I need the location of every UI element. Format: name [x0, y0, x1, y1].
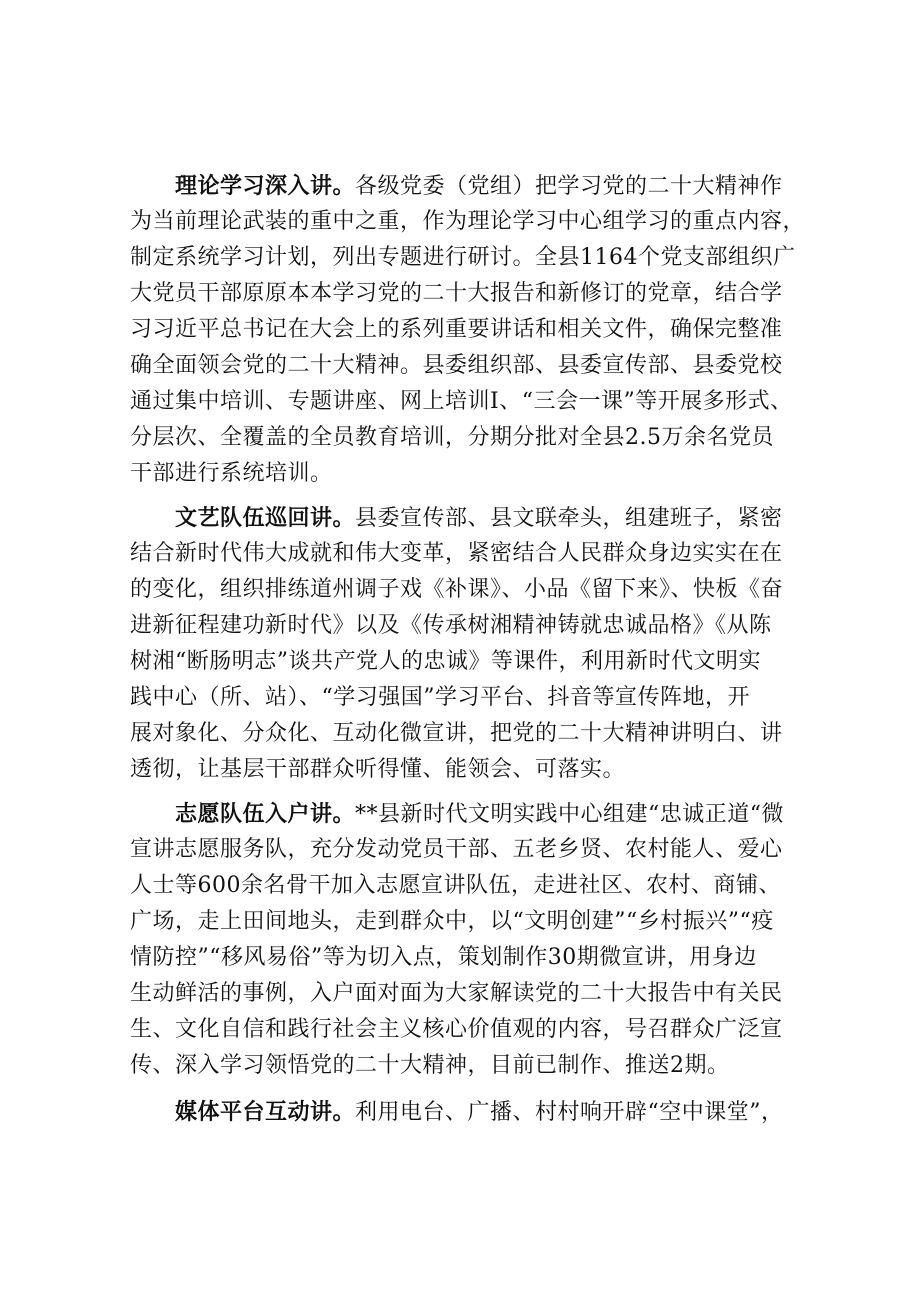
text-line: 分层次、全覆盖的全员教育培训，分期分批对全县2.5万余名党员 [130, 425, 774, 450]
paragraph-heading: 志愿队伍入户讲。 [175, 801, 356, 827]
paragraph-heading: 理论学习深入讲。 [175, 173, 356, 199]
text-line: 宣讲志愿服务队，充分发动党员干部、五老乡贤、农村能人、爱心 [130, 837, 783, 862]
text-line: 人士等600余名骨干加入志愿宣讲队伍，走进社区、农村、商铺、 [130, 873, 781, 898]
text-line: 县委宣传部、县文联牵头，组建班子，紧密 [355, 506, 783, 531]
text-line: 确全面领会党的二十大精神。县委组织部、县委宣传部、县委党校 [130, 353, 783, 378]
paragraph-heading: 文艺队伍巡回讲。 [175, 505, 356, 531]
text-line: **县新时代文明实践中心组建“忠诚正道“微 [355, 802, 785, 827]
text-line: 大党员干部原原本本学习党的二十大报告和新修订的党章，结合学 [130, 281, 783, 306]
paragraph-first-line [175, 796, 784, 832]
text-line: 透彻，让基层干部群众听得懂、能领会、可落实。 [130, 757, 626, 782]
paragraph-first-line [175, 1094, 784, 1130]
text-line: 的变化，组织排练道州调子戏《补课》、小品《留下来》、快板《奋 [130, 577, 784, 602]
paragraph-first-line [175, 168, 783, 204]
text-line: 践中心（所、站）、“学习强国”学习平台、抖音等宣传阵地，开 [130, 685, 750, 710]
text-line: 进新征程建功新时代》以及《传承树湘精神铸就忠诚品格》《从陈 [130, 613, 772, 638]
text-line: 树湘“断肠明志”谈共产党人的忠诚》等课件，利用新时代文明实 [130, 649, 761, 674]
paragraph-first-line [175, 500, 783, 536]
text-line: 生动鲜活的事例，入户面对面为大家解读党的二十大报告中有关民 [130, 981, 783, 1006]
text-line: 生、文化自信和践行社会主义核心价值观的内容，号召群众广泛宣 [130, 1017, 783, 1042]
text-line: 传、深入学习领悟党的二十大精神，目前已制作、推送2期。 [130, 1053, 730, 1078]
text-line: 为当前理论武装的重中之重，作为理论学习中心组学习的重点内容， [130, 209, 806, 234]
text-line: 利用电台、广播、村村响开辟“空中课堂”， [355, 1100, 784, 1125]
text-line: 展对象化、分众化、互动化微宣讲，把党的二十大精神讲明白、讲 [130, 721, 783, 746]
text-line: 结合新时代伟大成就和伟大变革，紧密结合人民群众身边实实在在 [130, 541, 783, 566]
text-line: 干部进行系统培训。 [130, 461, 333, 486]
text-line: 广场，走上田间地头，走到群众中，以“文明创建”“乡村振兴”“疫 [130, 909, 774, 934]
text-line: 各级党委（党组）把学习党的二十大精神作 [355, 174, 783, 199]
text-line: 习习近平总书记在大会上的系列重要讲话和相关文件，确保完整准 [130, 317, 783, 342]
text-line: 制定系统学习计划，列出专题进行研讨。全县1164个党支部组织广 [130, 245, 796, 270]
paragraph-heading: 媒体平台互动讲。 [175, 1099, 356, 1125]
text-line: 情防控”“移风易俗”等为切入点，策划制作30期微宣讲，用身边 [130, 945, 757, 970]
text-line: 通过集中培训、专题讲座、网上培训I、“三会一课”等开展多形式、 [130, 389, 793, 414]
